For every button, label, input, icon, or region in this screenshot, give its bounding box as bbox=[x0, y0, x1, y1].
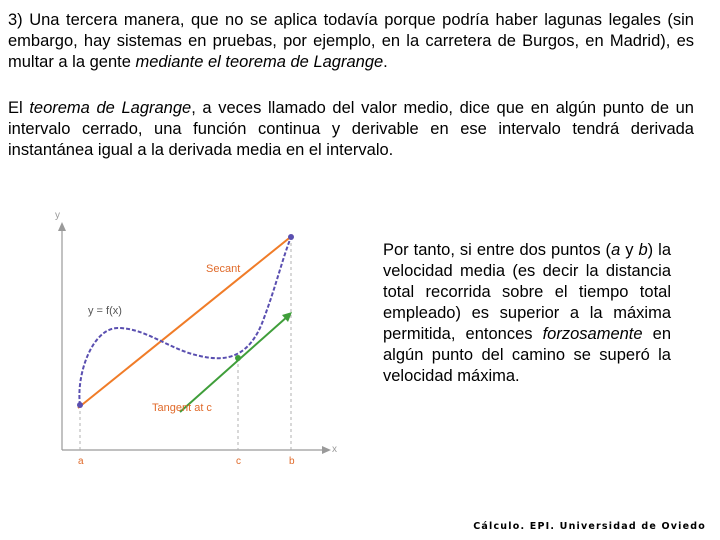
var-a: a bbox=[611, 241, 621, 259]
conclusion-part2: ) la velocidad media (es decir la distancia total recorrida sobre el tiempo total empleado) es superior a la máxima permitida, entonces bbox=[383, 241, 671, 343]
point-a bbox=[77, 402, 83, 408]
tangent-line bbox=[180, 316, 288, 412]
tangent-label: Tangent at c bbox=[152, 402, 212, 414]
paragraph-intro-text: 3) Una tercera manera, que no se aplica todavía porque podría haber lagunas legales (sin embargo, hay sistemas en pruebas, por ejemplo, en la carretera de Burgos, en Madrid), es multar a la gente bbox=[8, 11, 694, 71]
y-axis-arrow bbox=[58, 222, 66, 231]
paragraph-intro bbox=[8, 10, 694, 73]
secant-line bbox=[78, 235, 293, 408]
tick-b-label: b bbox=[289, 456, 295, 467]
paragraph-intro-emphasis: mediante el teorema de Lagrange bbox=[135, 53, 384, 71]
point-c bbox=[235, 355, 241, 361]
x-axis-label: x bbox=[332, 444, 337, 455]
paragraph-intro-end: . bbox=[383, 53, 388, 71]
tick-c-label: c bbox=[236, 456, 241, 467]
footer-credit: Cálculo. EPI. Universidad de Oviedo bbox=[473, 521, 706, 532]
conclusion-part3: en algún punto del camino se superó la velocidad máxima. bbox=[383, 325, 671, 385]
paragraph-lagrange-text: , a veces llamado del valor medio, dice que en algún punto de un intervalo cerrado, una función continua y derivable en ese intervalo tendrá derivada instantánea igual a la derivada media en el intervalo. bbox=[8, 99, 694, 159]
point-b bbox=[288, 234, 294, 240]
mean-value-theorem-figure bbox=[40, 200, 350, 470]
secant-label: Secant bbox=[206, 263, 241, 275]
conclusion-emphasis: forzosamente bbox=[542, 325, 643, 343]
conclusion-text bbox=[383, 240, 671, 387]
var-b: b bbox=[638, 241, 648, 259]
y-axis-label: y bbox=[55, 210, 60, 221]
paragraph-lagrange-emphasis: teorema de Lagrange bbox=[29, 99, 192, 117]
x-axis-arrow bbox=[322, 446, 331, 454]
tick-a-label: a bbox=[78, 456, 84, 467]
paragraph-lagrange-start: El bbox=[8, 99, 30, 117]
conclusion-conjunction: y bbox=[620, 241, 639, 259]
paragraph-lagrange bbox=[8, 98, 694, 161]
conclusion-part1: Por tanto, si entre dos puntos ( bbox=[383, 241, 612, 259]
function-label: y = f(x) bbox=[88, 305, 122, 317]
